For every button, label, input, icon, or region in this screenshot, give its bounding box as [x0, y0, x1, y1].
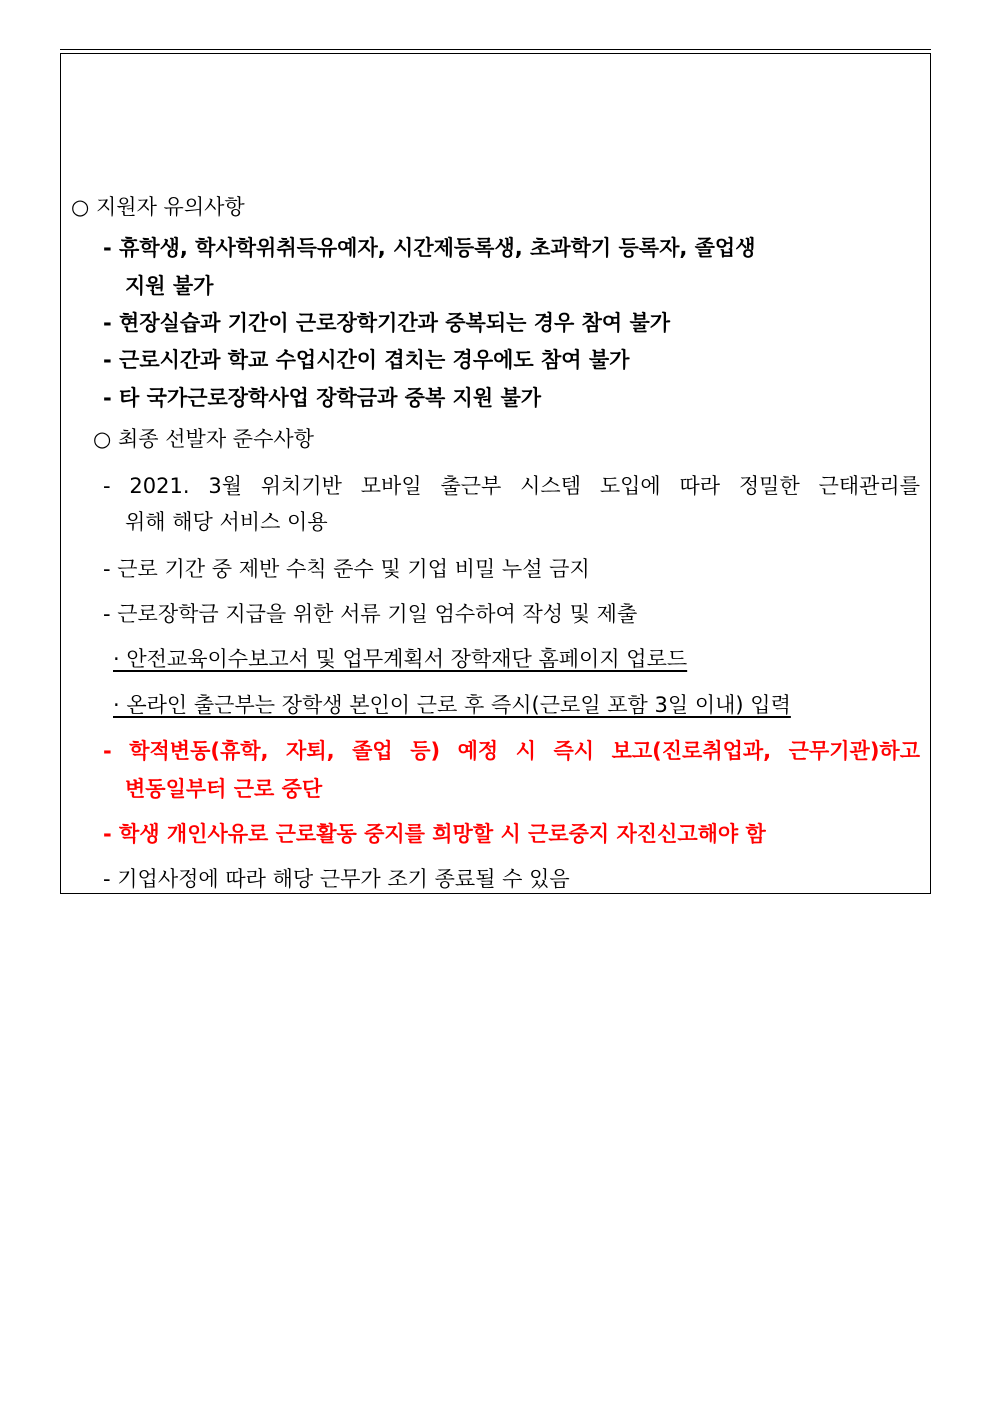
- top-rule: [60, 49, 931, 50]
- item-status-change-cont: 변동일부터 근로 중단: [125, 777, 323, 801]
- item-ineligible-cont: 지원 불가: [125, 274, 214, 298]
- section-heading-applicant: ○ 지원자 유의사항: [71, 195, 245, 219]
- item-documents: - 근로장학금 지급을 위한 서류 기일 엄수하여 작성 및 제출: [103, 602, 638, 626]
- section-heading-selected: ○ 최종 선발자 준수사항: [93, 427, 314, 451]
- item-class-overlap: - 근로시간과 학교 수업시간이 겹치는 경우에도 참여 불가: [103, 348, 630, 372]
- item-status-change: - 학적변동(휴학, 자퇴, 졸업 등) 예정 시 즉시 보고(진로취업과, 근무기관)하고: [103, 739, 920, 763]
- item-early-termination: - 기업사정에 따라 해당 근무가 조기 종료될 수 있음: [103, 867, 570, 891]
- item-rules: - 근로 기간 중 제반 수칙 준수 및 기업 비밀 누설 금지: [103, 557, 590, 581]
- item-mobile-attendance-cont: 위해 해당 서비스 이용: [125, 510, 328, 534]
- item-self-report: - 학생 개인사유로 근로활동 중지를 희망할 시 근로중지 자진신고해야 함: [103, 822, 766, 846]
- notice-box: [60, 53, 931, 894]
- item-mobile-attendance: - 2021. 3월 위치기반 모바일 출근부 시스템 도입에 따라 정밀한 근태관리를: [103, 474, 920, 498]
- item-duplicate: - 타 국가근로장학사업 장학금과 중복 지원 불가: [103, 386, 542, 410]
- item-ineligible: - 휴학생, 학사학위취득유예자, 시간제등록생, 초과학기 등록자, 졸업생: [103, 236, 756, 260]
- item-online-attendance: · 온라인 출근부는 장학생 본인이 근로 후 즉시(근로일 포함 3일 이내) 입력: [113, 693, 791, 717]
- item-internship: - 현장실습과 기간이 근로장학기간과 중복되는 경우 참여 불가: [103, 311, 671, 335]
- item-upload: · 안전교육이수보고서 및 업무계획서 장학재단 홈페이지 업로드: [113, 647, 688, 671]
